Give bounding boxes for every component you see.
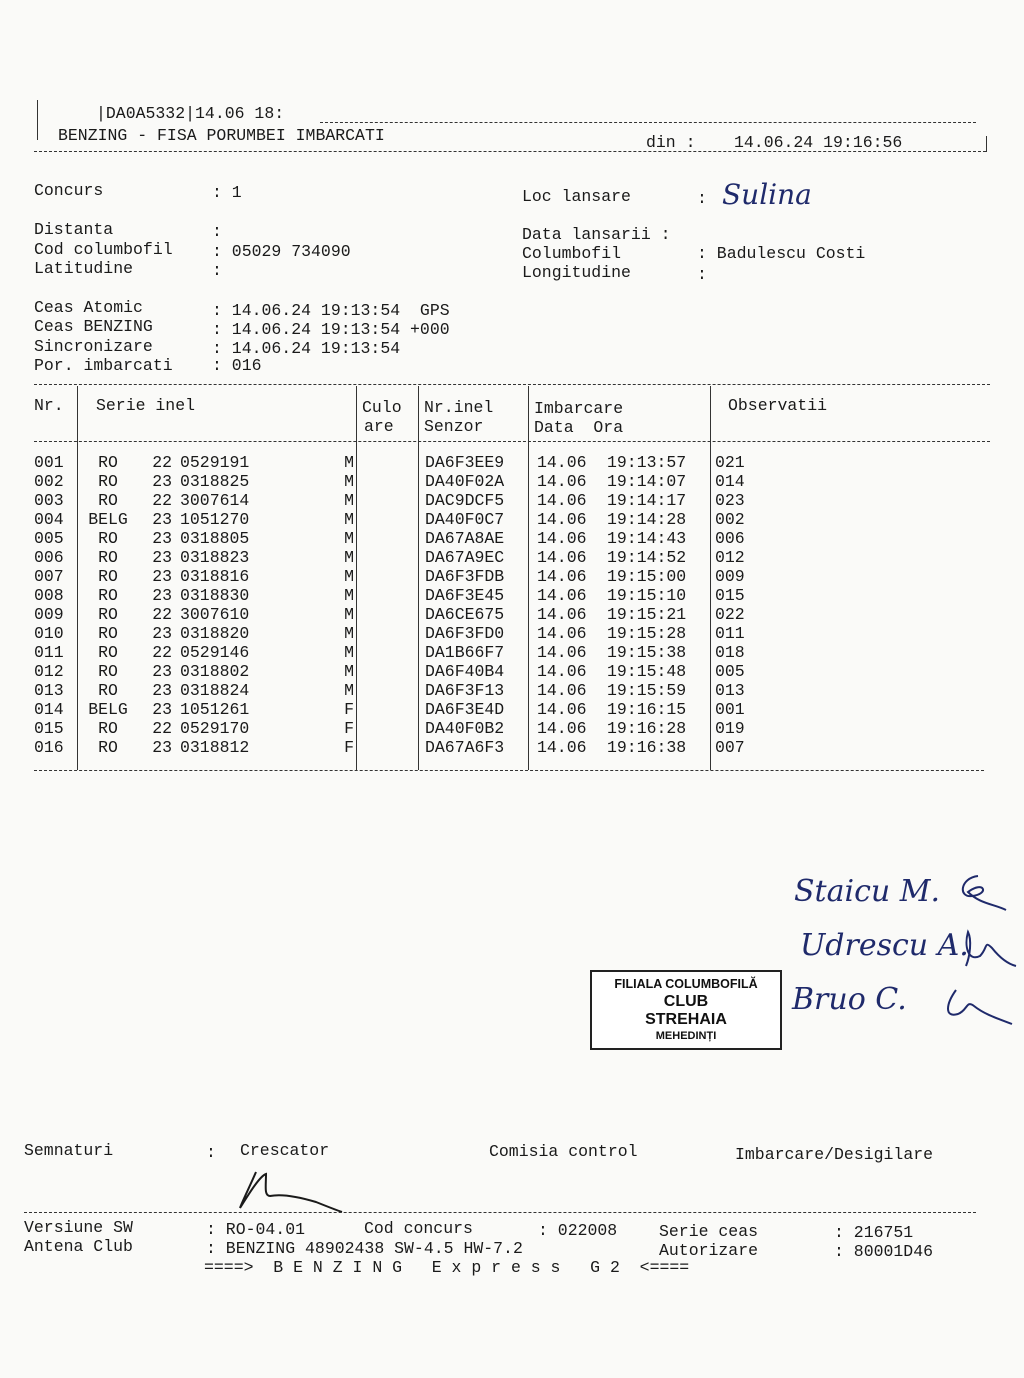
concurs-label: Concurs — [34, 181, 104, 200]
row-culoare — [360, 510, 422, 529]
header-din-label: din : — [646, 133, 696, 152]
row-time: 19:15:10 — [607, 586, 687, 605]
table-row — [34, 472, 775, 491]
th-nrinel-1: Nr.inel — [424, 398, 494, 417]
row-sex: M — [344, 491, 354, 510]
concurs-value: : 1 — [212, 183, 242, 202]
row-year: 22 — [152, 491, 172, 510]
row-year: 22 — [152, 453, 172, 472]
table-row — [34, 719, 775, 738]
ceas-atomic-value: : 14.06.24 19:13:54 GPS — [212, 301, 450, 320]
row-observatii: 013 — [715, 681, 745, 700]
row-nr: 015 — [34, 719, 64, 738]
row-year: 22 — [152, 605, 172, 624]
row-date: 14.06 — [537, 529, 587, 548]
row-time: 19:13:57 — [607, 453, 687, 472]
row-date: 14.06 — [537, 681, 587, 700]
row-observatii: 001 — [715, 700, 745, 719]
row-date: 14.06 — [537, 586, 587, 605]
row-sex: M — [344, 681, 354, 700]
table-row — [34, 605, 775, 624]
row-country: RO — [98, 472, 118, 491]
row-time: 19:14:43 — [607, 529, 687, 548]
row-ring-number: 0318830 — [180, 586, 250, 605]
signature-bruo: Bruo C. — [792, 982, 907, 1017]
row-culoare — [360, 491, 422, 510]
row-ring-number: 0529170 — [180, 719, 250, 738]
row-country: RO — [98, 719, 118, 738]
row-sex: M — [344, 453, 354, 472]
ceas-benzing-label: Ceas BENZING — [34, 317, 153, 336]
row-observatii: 014 — [715, 472, 745, 491]
th-culoare-2: are — [364, 417, 394, 436]
crescator-label: Crescator — [240, 1141, 330, 1160]
row-culoare — [360, 529, 422, 548]
row-date: 14.06 — [537, 624, 587, 643]
row-year: 23 — [152, 567, 172, 586]
row-date: 14.06 — [537, 491, 587, 510]
row-sensor: DA6F40B4 — [425, 662, 505, 681]
th-imbarcare-2: Data Ora — [534, 418, 624, 437]
semnaturi-sep: : — [206, 1143, 216, 1162]
row-sensor: DA40F0B2 — [425, 719, 505, 738]
row-country: RO — [98, 738, 118, 757]
row-year: 23 — [152, 662, 172, 681]
benzing-banner: ====> B E N Z I N G E x p r e s s G 2 <==== — [204, 1258, 690, 1277]
signature-staicu: Staicu M. — [794, 874, 941, 909]
row-country: BELG — [88, 510, 128, 529]
header-top-rule — [320, 122, 976, 123]
row-ring-number: 0318816 — [180, 567, 250, 586]
row-year: 23 — [152, 472, 172, 491]
table-row — [34, 548, 775, 567]
row-sensor: DA6F3E45 — [425, 586, 505, 605]
row-date: 14.06 — [537, 719, 587, 738]
row-year: 23 — [152, 624, 172, 643]
semnaturi-label: Semnaturi — [24, 1141, 114, 1160]
row-sex: F — [344, 700, 354, 719]
row-time: 19:15:00 — [607, 567, 687, 586]
th-serie-inel: Serie inel — [96, 396, 196, 415]
row-date: 14.06 — [537, 700, 587, 719]
row-culoare — [360, 700, 422, 719]
row-nr: 006 — [34, 548, 64, 567]
sincronizare-label: Sincronizare — [34, 337, 153, 356]
row-culoare — [360, 681, 422, 700]
row-observatii: 007 — [715, 738, 745, 757]
table-row — [34, 738, 775, 757]
row-culoare — [360, 624, 422, 643]
row-observatii: 015 — [715, 586, 745, 605]
header-bottom-rule — [34, 151, 986, 152]
row-ring-number: 0318802 — [180, 662, 250, 681]
row-time: 19:15:48 — [607, 662, 687, 681]
row-date: 14.06 — [537, 472, 587, 491]
row-ring-number: 0318805 — [180, 529, 250, 548]
ceas-benzing-value: : 14.06.24 19:13:54 +000 — [212, 320, 450, 339]
row-date: 14.06 — [537, 662, 587, 681]
row-sex: M — [344, 529, 354, 548]
row-sex: M — [344, 662, 354, 681]
row-country: RO — [98, 491, 118, 510]
row-date: 14.06 — [537, 738, 587, 757]
th-nr: Nr. — [34, 396, 64, 415]
row-ring-number: 0318812 — [180, 738, 250, 757]
row-date: 14.06 — [537, 548, 587, 567]
row-year: 23 — [152, 681, 172, 700]
th-observatii: Observatii — [728, 396, 828, 415]
cod-concurs-label: Cod concurs — [364, 1219, 473, 1238]
row-observatii: 011 — [715, 624, 745, 643]
row-sex: M — [344, 605, 354, 624]
signature-udrescu: Udrescu A. — [800, 928, 969, 963]
row-culoare — [360, 662, 422, 681]
table-bottom-rule — [34, 770, 984, 771]
row-sex: M — [344, 548, 354, 567]
table-row — [34, 586, 775, 605]
latitudine-label: Latitudine — [34, 259, 134, 278]
row-sex: M — [344, 567, 354, 586]
row-nr: 012 — [34, 662, 64, 681]
autorizare-value: : 80001D46 — [834, 1242, 934, 1261]
row-time: 19:14:17 — [607, 491, 687, 510]
row-nr: 016 — [34, 738, 64, 757]
row-time: 19:14:52 — [607, 548, 687, 567]
row-country: RO — [98, 681, 118, 700]
row-ring-number: 0529191 — [180, 453, 250, 472]
row-observatii: 012 — [715, 548, 745, 567]
sincronizare-value: : 14.06.24 19:13:54 — [212, 339, 401, 358]
row-observatii: 002 — [715, 510, 745, 529]
club-stamp — [590, 970, 782, 1050]
stamp-line-2: CLUB — [663, 993, 709, 1010]
columbofil-value: : Badulescu Costi — [697, 244, 866, 263]
row-sensor: DA6F3EE9 — [425, 453, 505, 472]
row-country: BELG — [88, 700, 128, 719]
por-imbarcati-value: : 016 — [212, 356, 262, 375]
row-nr: 011 — [34, 643, 64, 662]
row-time: 19:16:15 — [607, 700, 687, 719]
row-nr: 003 — [34, 491, 64, 510]
row-sensor: DA1B66F7 — [425, 643, 505, 662]
table-header-rule — [34, 441, 990, 442]
row-observatii: 022 — [715, 605, 745, 624]
row-time: 19:14:07 — [607, 472, 687, 491]
row-culoare — [360, 605, 422, 624]
table-row — [34, 662, 775, 681]
signature-scribble-2 — [958, 926, 1018, 976]
columbofil-label: Columbofil — [522, 244, 622, 263]
loc-lansare-handwritten: Sulina — [722, 178, 812, 211]
row-sex: M — [344, 586, 354, 605]
data-lansarii-label: Data lansarii : — [522, 225, 671, 244]
row-ring-number: 0529146 — [180, 643, 250, 662]
row-observatii: 018 — [715, 643, 745, 662]
table-row — [34, 567, 775, 586]
ceas-atomic-label: Ceas Atomic — [34, 298, 143, 317]
row-culoare — [360, 472, 422, 491]
row-sex: M — [344, 510, 354, 529]
row-country: RO — [98, 605, 118, 624]
row-culoare — [360, 719, 422, 738]
row-sensor: DA6F3FDB — [425, 567, 505, 586]
versiune-sw-value: : RO-04.01 — [206, 1220, 306, 1239]
header-ref-line: |DA0A5332|14.06 18: — [96, 104, 285, 123]
row-nr: 005 — [34, 529, 64, 548]
th-imbarcare-1: Imbarcare — [534, 399, 624, 418]
row-date: 14.06 — [537, 510, 587, 529]
row-nr: 004 — [34, 510, 64, 529]
stamp-line-4: MEHEDINȚI — [655, 1030, 717, 1042]
row-ring-number: 1051261 — [180, 700, 250, 719]
row-nr: 002 — [34, 472, 64, 491]
row-culoare — [360, 548, 422, 567]
row-nr: 008 — [34, 586, 64, 605]
row-time: 19:14:28 — [607, 510, 687, 529]
row-sex: M — [344, 472, 354, 491]
row-time: 19:15:21 — [607, 605, 687, 624]
row-ring-number: 3007614 — [180, 491, 250, 510]
row-country: RO — [98, 548, 118, 567]
row-culoare — [360, 567, 422, 586]
row-sex: F — [344, 738, 354, 757]
row-sensor: DAC9DCF5 — [425, 491, 505, 510]
stamp-line-1: FILIALA COLUMBOFILĂ — [614, 977, 758, 991]
table-row — [34, 510, 775, 529]
row-nr: 014 — [34, 700, 64, 719]
footer-top-rule — [24, 1212, 976, 1213]
row-sex: F — [344, 719, 354, 738]
row-sensor: DA6F3FD0 — [425, 624, 505, 643]
row-culoare — [360, 738, 422, 757]
row-sensor: DA40F0C7 — [425, 510, 505, 529]
imbarcare-desigilare-label: Imbarcare/Desigilare — [735, 1145, 934, 1164]
row-observatii: 021 — [715, 453, 745, 472]
row-nr: 013 — [34, 681, 64, 700]
row-time: 19:15:28 — [607, 624, 687, 643]
autorizare-label: Autorizare — [659, 1241, 759, 1260]
row-nr: 009 — [34, 605, 64, 624]
row-ring-number: 1051270 — [180, 510, 250, 529]
row-year: 22 — [152, 719, 172, 738]
antena-club-value: : BENZING 48902438 SW-4.5 HW-7.2 — [206, 1239, 523, 1258]
cod-columbofil-value: : 05029 734090 — [212, 242, 351, 261]
row-country: RO — [98, 567, 118, 586]
row-nr: 007 — [34, 567, 64, 586]
pigeon-table — [34, 453, 775, 757]
row-culoare — [360, 453, 422, 472]
row-sensor: DA6F3F13 — [425, 681, 505, 700]
cod-columbofil-label: Cod columbofil — [34, 240, 173, 259]
row-country: RO — [98, 586, 118, 605]
table-row — [34, 491, 775, 510]
row-ring-number: 0318823 — [180, 548, 250, 567]
cod-concurs-value: : 022008 — [538, 1221, 618, 1240]
document-title: BENZING - FISA PORUMBEI IMBARCATI — [58, 126, 385, 145]
distanta-label: Distanta — [34, 220, 114, 239]
row-date: 14.06 — [537, 605, 587, 624]
longitudine-label: Longitudine — [522, 263, 631, 282]
row-nr: 001 — [34, 453, 64, 472]
row-date: 14.06 — [537, 643, 587, 662]
row-date: 14.06 — [537, 567, 587, 586]
row-ring-number: 3007610 — [180, 605, 250, 624]
row-sensor: DA6F3E4D — [425, 700, 505, 719]
table-row — [34, 624, 775, 643]
header-din-value: 14.06.24 19:16:56 — [734, 133, 903, 152]
table-row — [34, 681, 775, 700]
row-observatii: 019 — [715, 719, 745, 738]
crescator-signature — [236, 1166, 346, 1214]
row-country: RO — [98, 624, 118, 643]
row-year: 23 — [152, 510, 172, 529]
row-ring-number: 0318820 — [180, 624, 250, 643]
table-row — [34, 643, 775, 662]
row-time: 19:16:28 — [607, 719, 687, 738]
row-observatii: 005 — [715, 662, 745, 681]
row-year: 23 — [152, 700, 172, 719]
table-row — [34, 700, 775, 719]
antena-club-label: Antena Club — [24, 1237, 133, 1256]
row-year: 23 — [152, 529, 172, 548]
th-culoare-1: Culo — [362, 398, 402, 417]
row-country: RO — [98, 529, 118, 548]
row-year: 23 — [152, 548, 172, 567]
distanta-value: : — [212, 222, 222, 241]
versiune-sw-label: Versiune SW — [24, 1218, 133, 1237]
row-year: 23 — [152, 586, 172, 605]
serie-ceas-label: Serie ceas — [659, 1222, 759, 1241]
row-country: RO — [98, 643, 118, 662]
table-top-rule — [34, 384, 990, 385]
row-observatii: 006 — [715, 529, 745, 548]
row-observatii: 023 — [715, 491, 745, 510]
stamp-line-3: STREHAIA — [645, 1011, 727, 1028]
row-year: 23 — [152, 738, 172, 757]
row-year: 22 — [152, 643, 172, 662]
serie-ceas-value: : 216751 — [834, 1223, 914, 1242]
row-sensor: DA67A8AE — [425, 529, 505, 548]
row-ring-number: 0318825 — [180, 472, 250, 491]
row-sensor: DA67A6F3 — [425, 738, 505, 757]
header-left-bar — [37, 100, 38, 140]
row-nr: 010 — [34, 624, 64, 643]
table-row — [34, 529, 775, 548]
row-sensor: DA67A9EC — [425, 548, 505, 567]
row-culoare — [360, 586, 422, 605]
row-sensor: DA6CE675 — [425, 605, 505, 624]
row-time: 19:15:38 — [607, 643, 687, 662]
row-date: 14.06 — [537, 453, 587, 472]
row-sex: M — [344, 624, 354, 643]
row-time: 19:16:38 — [607, 738, 687, 757]
row-sensor: DA40F02A — [425, 472, 505, 491]
longitudine-value: : — [697, 265, 707, 284]
row-country: RO — [98, 662, 118, 681]
loc-lansare-sep: : — [697, 189, 707, 208]
signature-scribble-3 — [936, 980, 1016, 1030]
loc-lansare-label: Loc lansare — [522, 187, 631, 206]
signature-scribble-1 — [950, 868, 1010, 918]
por-imbarcati-label: Por. imbarcati — [34, 356, 173, 375]
row-observatii: 009 — [715, 567, 745, 586]
comisia-control-label: Comisia control — [489, 1142, 638, 1161]
table-row — [34, 453, 775, 472]
header-right-bar — [986, 136, 987, 152]
th-nrinel-2: Senzor — [424, 417, 484, 436]
row-country: RO — [98, 453, 118, 472]
latitudine-value: : — [212, 261, 222, 280]
row-sex: M — [344, 643, 354, 662]
row-culoare — [360, 643, 422, 662]
row-time: 19:15:59 — [607, 681, 687, 700]
row-ring-number: 0318824 — [180, 681, 250, 700]
